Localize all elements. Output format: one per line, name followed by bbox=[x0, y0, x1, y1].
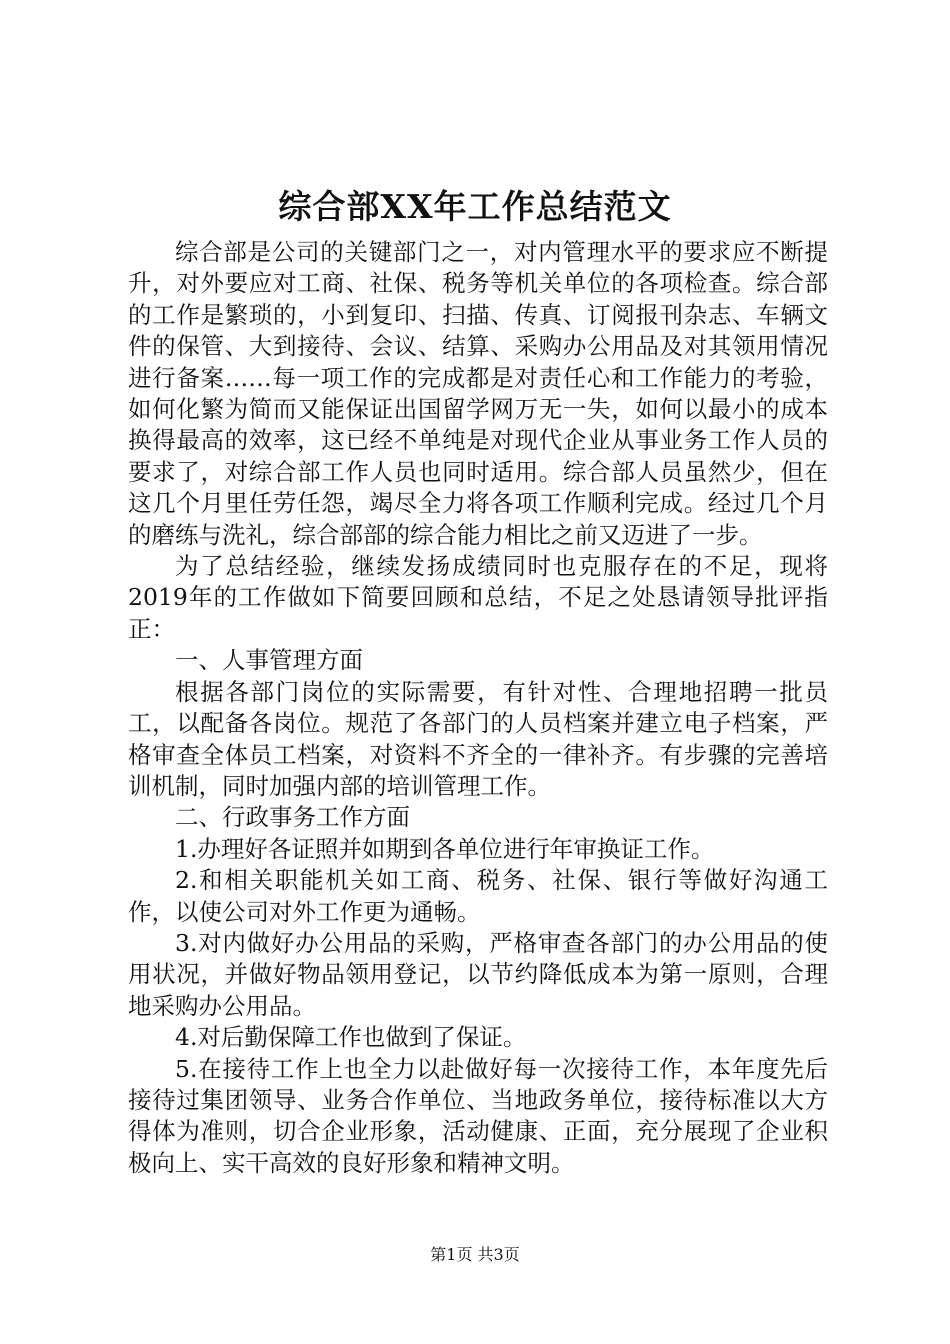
document-title: 综合部XX年工作总结范文 bbox=[278, 187, 672, 226]
paragraph-intro: 综合部是公司的关键部门之一，对内管理水平的要求应不断提升，对外要应对工商、社保、税务等机关单位的各项检查。综合部的工作是繁琐的，小到复印、扫描、传真、订阅报刊杂志、车辆文件的保管、大到接待、会议、结算、采购办公用品及对其领用情况进行备案……每一项工作的完成都是对责任心和工作能力的考验，如何化繁为简而又能保证出国留学网万无一失，如何以最小的成本换得最高的效率，这已经不单纯是对现代企业从事业务工作人员的要求了，对综合部工作人员也同时适用。综合部人员虽然少，但在这几个月里任劳任怨，竭尽全力将各项工作顺利完成。经过几个月的磨练与洗礼，综合部部的综合能力相比之前又迈进了一步。 bbox=[128, 238, 828, 549]
section-heading-personnel: 一、人事管理方面 bbox=[175, 646, 363, 675]
section-heading-administration: 二、行政事务工作方面 bbox=[175, 803, 410, 832]
paragraph-summary-purpose: 为了总结经验，继续发扬成绩同时也克服存在的不足，现将2019年的工作做如下简要回顾和总结，不足之处恳请领导批评指正： bbox=[128, 552, 828, 643]
list-item-licenses: 1.办理好各证照并如期到各单位进行年审换证工作。 bbox=[175, 834, 715, 863]
list-item-logistics: 4.对后勤保障工作也做到了保证。 bbox=[175, 1023, 527, 1052]
document-body bbox=[128, 237, 828, 1179]
list-item-reception: 5.在接待工作上也全力以赴做好每一次接待工作，本年度先后接待过集团领导、业务合作单位、当地政务单位，接待标准以大方得体为准则，切合企业形象，活动健康、正面，充分展现了企业积极向上、实干高效的良好形象和精神文明。 bbox=[128, 1054, 828, 1177]
page-footer: 第1页 共3页 bbox=[430, 1245, 520, 1264]
list-item-office-supplies: 3.对内做好办公用品的采购，严格审查各部门的办公用品的使用状况，并做好物品领用登记，以节约降低成本为第一原则，合理地采购办公用品。 bbox=[128, 928, 828, 1020]
list-item-communication: 2.和相关职能机关如工商、税务、社保、银行等做好沟通工作，以使公司对外工作更为通畅。 bbox=[128, 866, 828, 926]
paragraph-personnel: 根据各部门岗位的实际需要，有针对性、合理地招聘一批员工，以配备各岗位。规范了各部门的人员档案并建立电子档案，严格审查全体员工档案，对资料不齐全的一律补齐。有步骤的完善培训机制，同时加强内部的培训管理工作。 bbox=[128, 677, 828, 800]
